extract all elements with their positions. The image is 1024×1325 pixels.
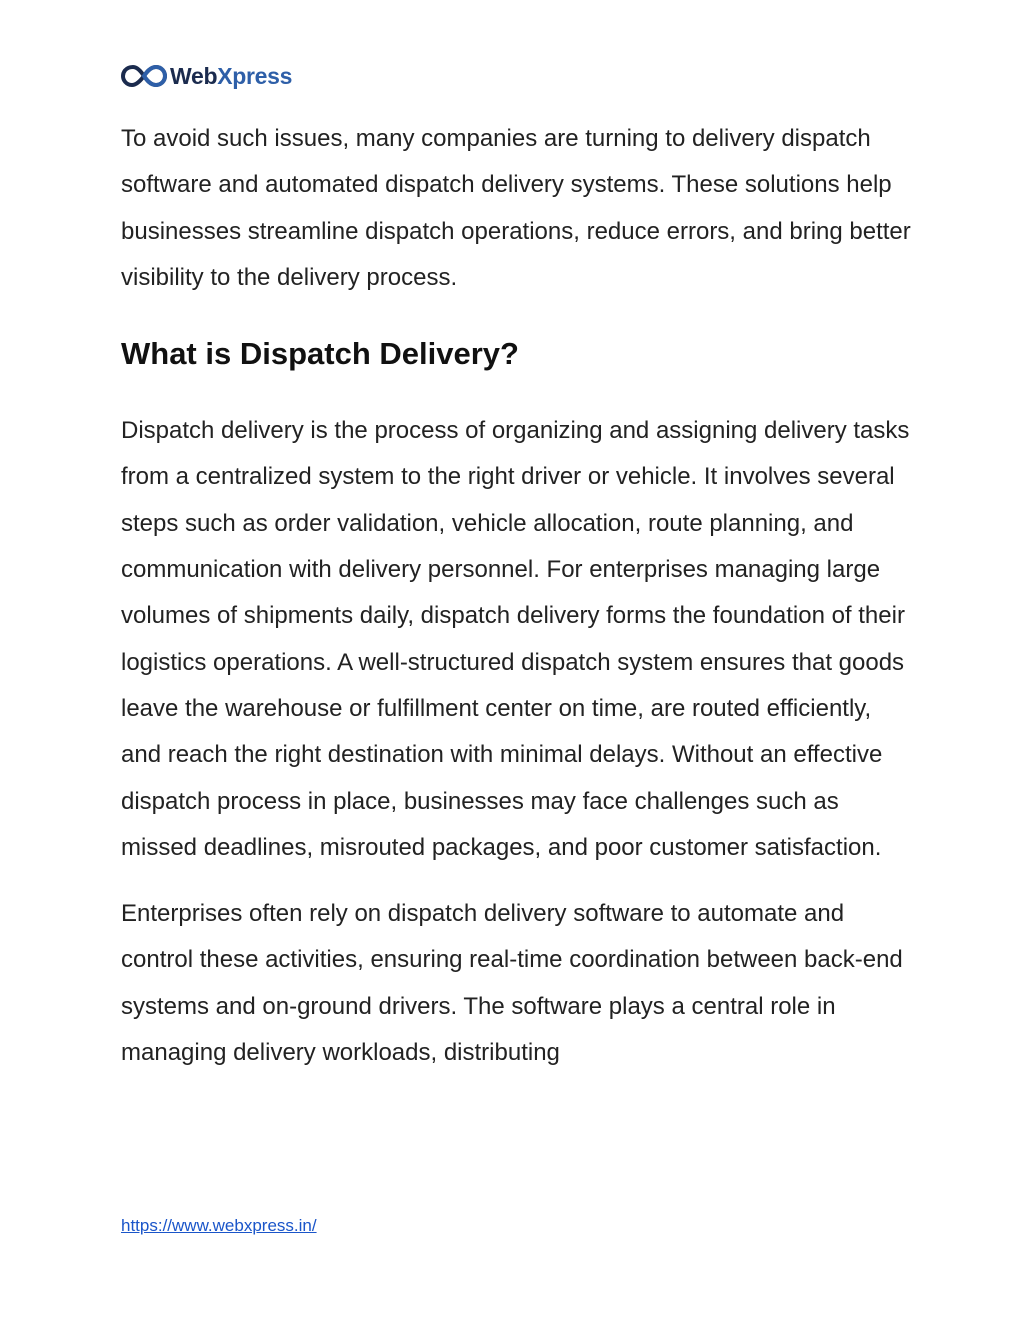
body-paragraph-2: Enterprises often rely on dispatch delivery software to automate and control these activities, ensuring real-time coordination between back-end systems and on-ground drivers. The software plays a central role in managing delivery workloads, distributing xyxy=(121,900,903,1067)
brand-name-part2: Xpress xyxy=(217,62,293,89)
intro-paragraph: To avoid such issues, many companies are turning to delivery dispatch software and automated dispatch delivery systems. These solutions help businesses streamline dispatch operations, reduce errors, and bring better visibility to the delivery process. xyxy=(121,125,911,291)
infinity-logo-icon xyxy=(121,61,167,91)
brand-logo[interactable] xyxy=(121,58,292,94)
section-heading: What is Dispatch Delivery? xyxy=(121,336,519,372)
document-body xyxy=(121,116,911,1076)
footer-website-link[interactable]: https://www.webxpress.in/ xyxy=(121,1216,317,1235)
brand-name-part1: Web xyxy=(170,62,218,89)
brand-name xyxy=(170,62,293,89)
body-paragraph-1: Dispatch delivery is the process of organizing and assigning delivery tasks from a centralized system to the right driver or vehicle. It involves several steps such as order validation, vehicle allocation, route planning, and communication with delivery personnel. For enterprises managing large volumes of shipments daily, dispatch delivery forms the foundation of their logistics operations. A well-structured dispatch system ensures that goods leave the warehouse or fulfillment center on time, are routed efficiently, and reach the right destination with minimal delays. Without an effective dispatch process in place, businesses may face challenges such as missed deadlines, misrouted packages, and poor customer satisfaction. xyxy=(121,417,910,861)
